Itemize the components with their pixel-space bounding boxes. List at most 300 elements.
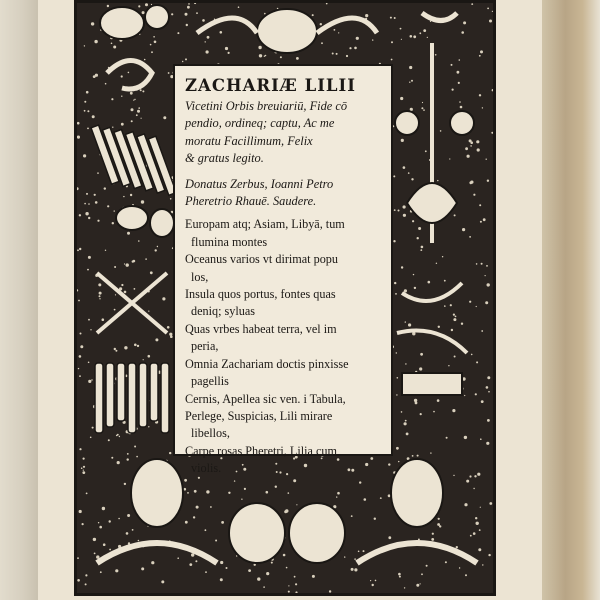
grotesque-face-ornament bbox=[257, 9, 317, 53]
speckle bbox=[394, 17, 396, 19]
speckle bbox=[294, 576, 296, 578]
speckle bbox=[453, 314, 455, 316]
speckle bbox=[446, 437, 448, 439]
speckle bbox=[398, 573, 401, 576]
speckle bbox=[399, 576, 401, 578]
speckle bbox=[145, 258, 147, 260]
putto-ornament bbox=[131, 459, 183, 527]
speckle bbox=[412, 455, 414, 457]
lantern-ornament bbox=[450, 111, 474, 135]
speckle bbox=[137, 345, 139, 347]
speckle bbox=[420, 353, 423, 356]
speckle bbox=[127, 458, 129, 460]
speckle bbox=[88, 217, 90, 219]
speckle bbox=[99, 526, 102, 529]
speckle bbox=[481, 400, 484, 403]
speckle bbox=[128, 72, 130, 74]
speckle bbox=[151, 4, 152, 5]
speckle bbox=[78, 368, 79, 369]
speckle bbox=[141, 567, 144, 570]
speckle bbox=[445, 561, 447, 563]
speckle bbox=[396, 447, 399, 450]
intro-line: moratu Facillimum, Felix bbox=[185, 133, 313, 148]
figure-ornament bbox=[229, 503, 285, 563]
speckle bbox=[86, 91, 89, 94]
speckle bbox=[420, 413, 422, 415]
verse-line: los, bbox=[191, 269, 209, 284]
speckle bbox=[476, 361, 478, 363]
speckle bbox=[108, 439, 110, 441]
speckle bbox=[275, 486, 277, 488]
speckle bbox=[210, 506, 212, 508]
speckle bbox=[134, 344, 137, 347]
speckle bbox=[453, 475, 454, 476]
speckle bbox=[419, 32, 421, 34]
speckle bbox=[285, 509, 288, 512]
speckle bbox=[141, 200, 144, 203]
speckle bbox=[365, 14, 368, 17]
speckle bbox=[196, 506, 199, 509]
speckle bbox=[85, 574, 87, 576]
organ-pipe-ornament bbox=[139, 363, 147, 427]
verse-line: violis. bbox=[191, 461, 222, 476]
speckle bbox=[422, 102, 423, 103]
speckle bbox=[394, 282, 396, 284]
speckle bbox=[401, 139, 404, 142]
speckle bbox=[186, 24, 188, 26]
speckle bbox=[162, 297, 165, 300]
speckle bbox=[91, 22, 94, 25]
speckle bbox=[90, 329, 91, 330]
intro-line: Vicetini Orbis breuiariū, Fide cō bbox=[185, 99, 348, 113]
speckle bbox=[388, 463, 390, 465]
speckle bbox=[94, 553, 96, 555]
speckle bbox=[338, 32, 339, 33]
speckle bbox=[138, 240, 140, 242]
speckle bbox=[419, 367, 422, 370]
title-cartouche bbox=[173, 64, 393, 476]
speckle bbox=[476, 140, 479, 143]
speckle bbox=[453, 318, 456, 321]
speckle bbox=[87, 128, 89, 130]
speckle bbox=[177, 557, 179, 559]
speckle bbox=[185, 58, 187, 60]
speckle bbox=[138, 5, 140, 7]
verse-line: deniq; syluas bbox=[191, 304, 255, 319]
speckle bbox=[479, 204, 481, 206]
speckle bbox=[401, 266, 403, 268]
speckle bbox=[170, 198, 172, 200]
speckle bbox=[463, 21, 466, 24]
speckle bbox=[417, 237, 419, 239]
speckle bbox=[134, 99, 135, 100]
speckle bbox=[487, 180, 489, 182]
speckle bbox=[100, 571, 102, 573]
speckle bbox=[133, 260, 136, 263]
verse-line: Cernis, Apellea sic ven. i Tabula, bbox=[185, 391, 346, 406]
speckle bbox=[83, 154, 86, 157]
speckle bbox=[97, 220, 99, 222]
speckle bbox=[121, 123, 124, 126]
speckle bbox=[142, 90, 144, 92]
speckle bbox=[351, 568, 354, 571]
speckle bbox=[111, 43, 113, 45]
speckle bbox=[143, 359, 144, 360]
speckle bbox=[85, 212, 88, 215]
speckle bbox=[432, 533, 434, 535]
speckle bbox=[77, 249, 79, 251]
speckle bbox=[397, 377, 399, 379]
verse-line: Omnia Zachariam doctis pinxisse bbox=[185, 356, 349, 371]
speckle bbox=[83, 470, 84, 471]
speckle bbox=[356, 37, 359, 40]
speckle bbox=[136, 456, 138, 458]
speckle bbox=[351, 515, 353, 517]
speckle bbox=[141, 118, 142, 119]
speckle bbox=[476, 263, 478, 265]
speckle bbox=[151, 51, 153, 53]
organ-pipe-ornament bbox=[161, 363, 169, 433]
speckle bbox=[488, 391, 490, 393]
speckle bbox=[288, 591, 290, 593]
speckle bbox=[161, 580, 164, 583]
speckle bbox=[448, 365, 449, 366]
speckle bbox=[87, 110, 89, 112]
speckle bbox=[461, 323, 463, 325]
speckle bbox=[153, 36, 155, 38]
speckle bbox=[469, 181, 472, 184]
speckle bbox=[79, 214, 81, 216]
speckle bbox=[121, 284, 123, 286]
speckle bbox=[363, 550, 365, 552]
speckle bbox=[220, 561, 223, 564]
speckle bbox=[421, 107, 423, 109]
speckle bbox=[435, 54, 437, 56]
speckle bbox=[189, 563, 192, 566]
speckle bbox=[118, 518, 120, 520]
speckle bbox=[295, 583, 297, 585]
speckle bbox=[134, 446, 136, 448]
speckle bbox=[482, 107, 483, 108]
leather-binding-edge bbox=[542, 0, 600, 600]
speckle bbox=[370, 580, 371, 581]
tablet-ornament bbox=[402, 373, 462, 395]
speckle bbox=[462, 228, 465, 231]
intro-line: pendio, ordineq; captu, Ac me bbox=[185, 116, 335, 131]
speckle bbox=[83, 466, 85, 468]
speckle bbox=[84, 203, 86, 205]
speckle bbox=[228, 492, 230, 494]
speckle bbox=[94, 194, 96, 196]
speckle bbox=[171, 13, 173, 15]
speckle bbox=[82, 471, 85, 474]
speckle bbox=[127, 232, 130, 235]
speckle bbox=[476, 522, 479, 525]
speckle bbox=[483, 218, 486, 221]
speckle bbox=[414, 287, 416, 289]
speckle bbox=[185, 521, 188, 524]
speckle bbox=[321, 42, 323, 44]
speckle bbox=[471, 3, 473, 5]
speckle bbox=[411, 80, 413, 82]
speckle bbox=[403, 205, 406, 208]
speckle bbox=[283, 554, 286, 557]
speckle bbox=[150, 271, 153, 274]
speckle bbox=[221, 521, 224, 524]
speckle bbox=[487, 283, 490, 286]
speckle bbox=[329, 590, 331, 592]
speckle bbox=[124, 291, 127, 294]
speckle bbox=[439, 525, 441, 527]
speckle bbox=[103, 543, 106, 546]
speckle bbox=[225, 47, 228, 50]
speckle bbox=[354, 568, 357, 571]
speckle bbox=[479, 94, 481, 96]
speckle bbox=[193, 516, 195, 518]
speckle bbox=[372, 39, 373, 40]
speckle bbox=[420, 583, 421, 584]
speckle bbox=[427, 37, 428, 38]
speckle bbox=[119, 436, 120, 437]
speckle bbox=[194, 490, 197, 493]
speckle bbox=[77, 579, 80, 582]
speckle bbox=[393, 175, 395, 177]
speckle bbox=[391, 41, 393, 43]
speckle bbox=[111, 98, 113, 100]
speckle bbox=[184, 479, 187, 482]
speckle bbox=[151, 561, 154, 564]
speckle bbox=[485, 275, 486, 276]
speckle bbox=[482, 564, 483, 565]
speckle bbox=[359, 481, 361, 483]
speckle bbox=[244, 488, 246, 490]
speckle bbox=[405, 420, 407, 422]
dedication bbox=[185, 176, 381, 211]
speckle bbox=[344, 556, 345, 557]
speckle bbox=[346, 55, 348, 57]
speckle bbox=[436, 263, 437, 264]
speckle bbox=[238, 6, 240, 8]
speckle bbox=[88, 362, 90, 364]
speckle bbox=[102, 318, 105, 321]
speckle bbox=[452, 409, 455, 412]
speckle bbox=[421, 246, 424, 249]
speckle bbox=[401, 411, 403, 413]
speckle bbox=[400, 97, 403, 100]
speckle bbox=[488, 554, 490, 556]
speckle bbox=[487, 8, 489, 10]
speckle bbox=[114, 348, 116, 350]
figure-ornament bbox=[289, 503, 345, 563]
organ-pipe-ornament bbox=[106, 363, 114, 427]
speckle bbox=[336, 53, 338, 55]
speckle bbox=[454, 356, 456, 358]
organ-pipe-ornament bbox=[95, 363, 103, 433]
speckle bbox=[458, 82, 460, 84]
speckle bbox=[220, 578, 223, 581]
speckle bbox=[121, 75, 123, 77]
speckle bbox=[105, 83, 107, 85]
speckle bbox=[124, 346, 127, 349]
speckle bbox=[187, 492, 189, 494]
speckle bbox=[464, 503, 467, 506]
speckle bbox=[207, 36, 210, 39]
speckle bbox=[486, 159, 487, 160]
lantern-ornament bbox=[395, 111, 419, 135]
speckle bbox=[459, 101, 461, 103]
speckle bbox=[126, 263, 129, 266]
speckle bbox=[266, 572, 269, 575]
speckle bbox=[117, 434, 119, 436]
verse-line: libellos, bbox=[191, 426, 230, 441]
speckle bbox=[99, 295, 101, 297]
verse-line: Carpe rosas Pheretri, Lilia cum bbox=[185, 443, 337, 458]
speckle bbox=[150, 44, 152, 46]
speckle bbox=[430, 452, 431, 453]
speckle bbox=[148, 426, 149, 427]
speckle bbox=[375, 580, 377, 582]
speckle bbox=[396, 394, 397, 395]
speckle bbox=[391, 59, 393, 61]
speckle bbox=[437, 399, 440, 402]
speckle bbox=[408, 323, 411, 326]
speckle bbox=[433, 411, 435, 413]
speckle bbox=[99, 298, 100, 299]
speckle bbox=[403, 214, 406, 217]
speckle bbox=[87, 269, 89, 271]
speckle bbox=[202, 19, 205, 22]
verse-line: Perlege, Suspicias, Lili mirare bbox=[185, 408, 333, 423]
speckle bbox=[280, 56, 282, 58]
speckle bbox=[127, 514, 130, 517]
speckle bbox=[480, 50, 483, 53]
speckle bbox=[457, 71, 460, 74]
speckle bbox=[417, 455, 419, 457]
dedicatory-verse bbox=[185, 216, 381, 477]
speckle bbox=[332, 53, 334, 55]
speckle bbox=[396, 352, 397, 353]
speckle bbox=[117, 461, 120, 464]
speckle bbox=[398, 210, 400, 212]
speckle bbox=[451, 329, 453, 331]
speckle bbox=[234, 480, 235, 481]
speckle bbox=[475, 517, 477, 519]
speckle bbox=[115, 350, 117, 352]
organ-pipe-ornament bbox=[150, 363, 158, 421]
speckle bbox=[469, 301, 471, 303]
speckle bbox=[144, 59, 146, 61]
speckle bbox=[115, 569, 118, 572]
speckle bbox=[215, 540, 217, 542]
speckle bbox=[296, 57, 299, 60]
speckle bbox=[88, 380, 91, 383]
speckle bbox=[476, 306, 477, 307]
speckle bbox=[403, 166, 406, 169]
speckle bbox=[91, 379, 92, 380]
speckle bbox=[487, 419, 490, 422]
speckle bbox=[109, 520, 111, 522]
speckle bbox=[473, 488, 474, 489]
speckle bbox=[374, 518, 376, 520]
speckle bbox=[137, 110, 140, 113]
speckle bbox=[142, 11, 145, 14]
speckle bbox=[107, 205, 109, 207]
speckle bbox=[115, 294, 116, 295]
speckle bbox=[102, 507, 105, 510]
speckle bbox=[157, 246, 158, 247]
speckle bbox=[109, 549, 111, 551]
speckle bbox=[288, 492, 290, 494]
speckle bbox=[196, 12, 198, 14]
dedication-line: Pheretrio Rhauē. Saudere. bbox=[185, 194, 317, 209]
speckle bbox=[413, 274, 414, 275]
speckle bbox=[390, 17, 392, 19]
speckle bbox=[312, 575, 315, 578]
speckle bbox=[241, 499, 242, 500]
speckle bbox=[312, 14, 314, 16]
speckle bbox=[465, 147, 468, 150]
speckle bbox=[98, 522, 99, 523]
speckle bbox=[467, 155, 470, 158]
speckle bbox=[248, 569, 251, 572]
speckle bbox=[113, 46, 116, 49]
speckle bbox=[85, 583, 87, 585]
speckle bbox=[474, 475, 476, 477]
speckle bbox=[131, 120, 133, 122]
speckle bbox=[469, 475, 471, 477]
speckle bbox=[136, 114, 138, 116]
speckle bbox=[408, 172, 410, 174]
speckle bbox=[79, 510, 82, 513]
speckle bbox=[395, 293, 397, 295]
speckle bbox=[97, 172, 99, 174]
speckle bbox=[288, 585, 289, 586]
speckle bbox=[84, 110, 86, 112]
speckle bbox=[486, 265, 488, 267]
speckle bbox=[88, 203, 90, 205]
speckle bbox=[266, 491, 269, 494]
speckle bbox=[470, 145, 472, 147]
speckle bbox=[155, 249, 157, 251]
speckle bbox=[473, 194, 475, 196]
speckle bbox=[112, 127, 113, 128]
speckle bbox=[264, 13, 266, 15]
facing-page-edge bbox=[0, 0, 38, 600]
drum-ornament bbox=[100, 7, 144, 39]
speckle bbox=[123, 196, 124, 197]
speckle bbox=[479, 55, 481, 57]
speckle bbox=[405, 363, 406, 364]
speckle bbox=[442, 256, 443, 257]
speckle bbox=[163, 116, 166, 119]
speckle bbox=[265, 55, 267, 57]
speckle bbox=[426, 565, 428, 567]
book-title: ZACHARIÆ LILII bbox=[185, 76, 356, 95]
speckle bbox=[486, 442, 489, 445]
speckle bbox=[469, 236, 471, 238]
speckle bbox=[479, 529, 481, 531]
speckle bbox=[492, 11, 493, 12]
speckle bbox=[423, 29, 426, 32]
speckle bbox=[182, 61, 183, 62]
title-description bbox=[185, 98, 381, 168]
speckle bbox=[138, 107, 140, 109]
speckle bbox=[400, 28, 402, 30]
speckle bbox=[148, 311, 149, 312]
speckle bbox=[206, 50, 209, 53]
speckle bbox=[134, 288, 136, 290]
speckle bbox=[99, 292, 102, 295]
